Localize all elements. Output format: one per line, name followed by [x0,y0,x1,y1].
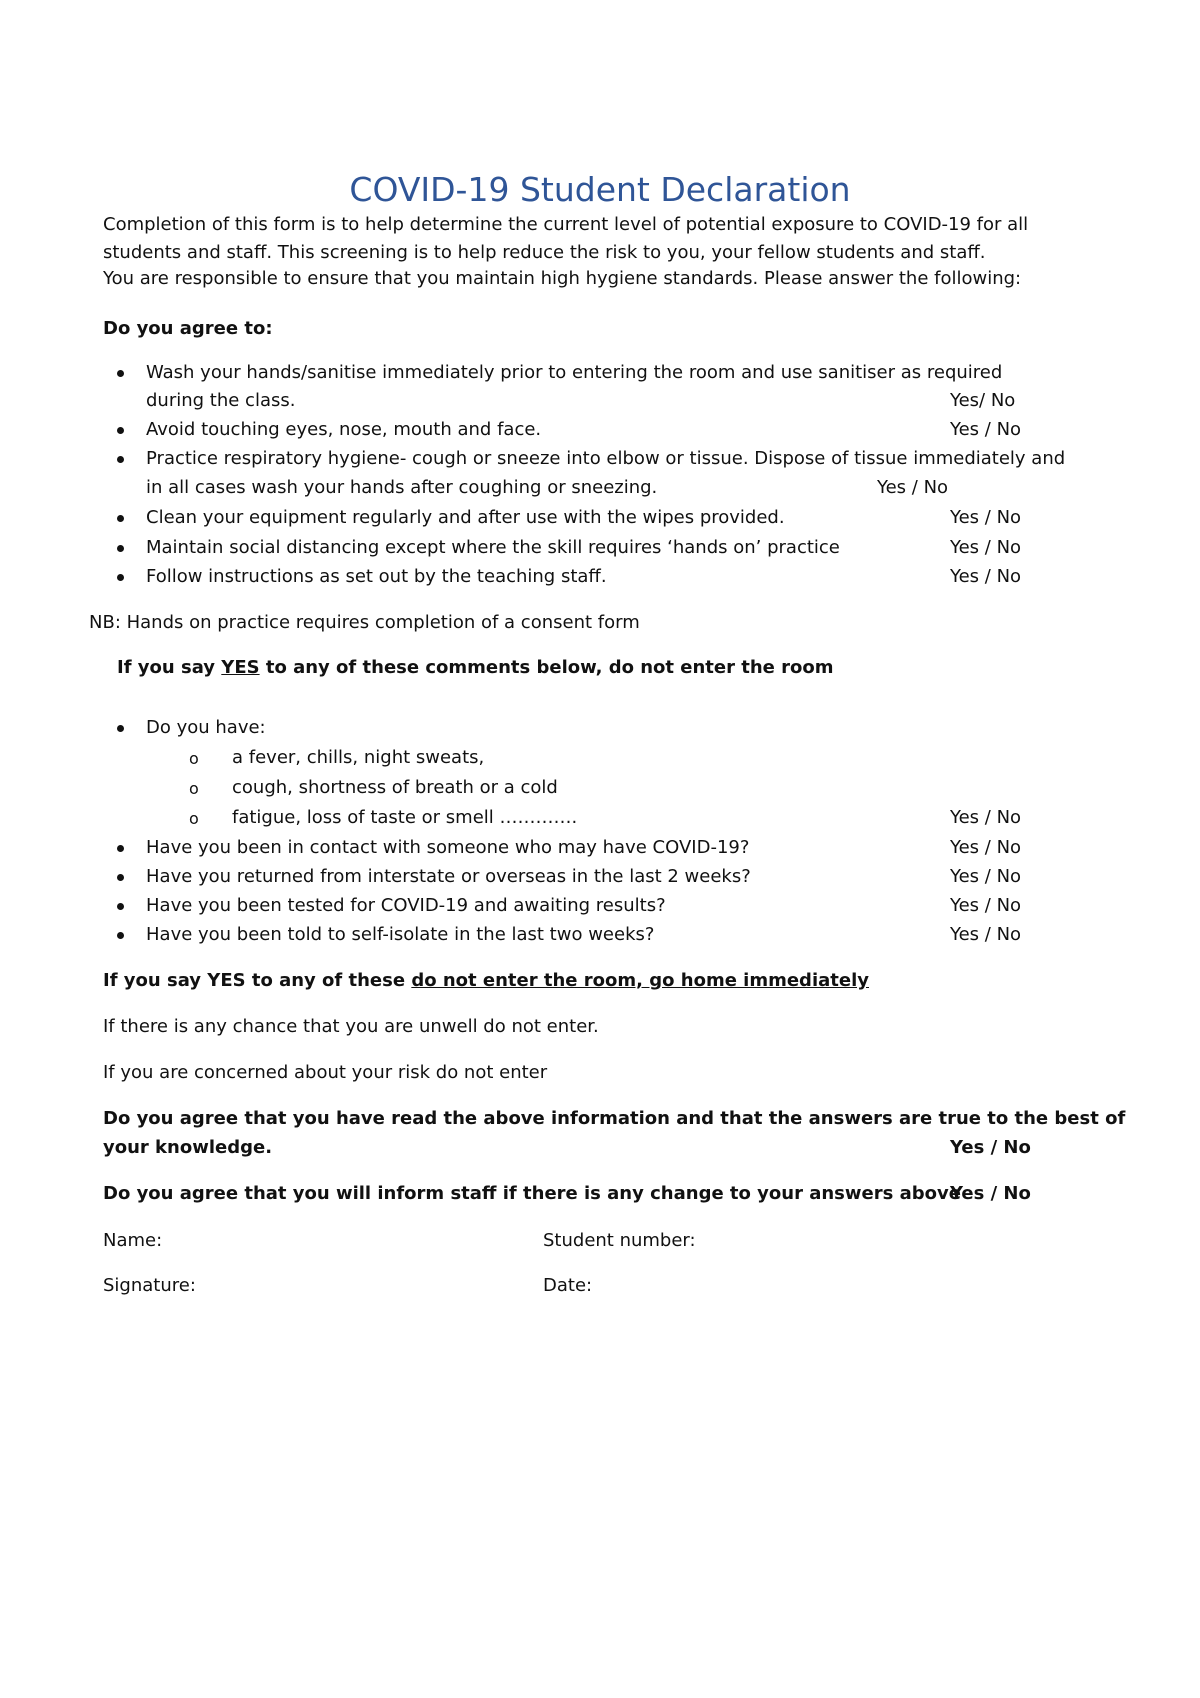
declaration-1-line-1: Do you agree that you have read the above information and that the answers are true to the best of [103,1108,1126,1129]
bullet-icon [117,456,124,463]
agree-item-2: Avoid touching eyes, nose, mouth and face. [146,419,542,440]
bullet-icon [117,845,124,852]
screen-item-3: Have you been tested for COVID-19 and awaiting results? [146,895,666,916]
bullet-icon [117,574,124,581]
bullet-icon [117,903,124,910]
bullet-icon [117,932,124,939]
yes-heading-after: to any of these comments below, do not enter the room [259,657,834,678]
intro-line-1: Completion of this form is to help determine the current level of potential exposure to COVID-19 for all [103,214,1029,235]
bullet-icon [117,427,124,434]
agree-item-1-line-2: during the class. [146,390,296,411]
student-number-field-label[interactable]: Student number: [543,1230,696,1251]
bullet-icon [117,370,124,377]
signature-field-label[interactable]: Signature: [103,1275,196,1296]
declaration-2: Do you agree that you will inform staff if there is any change to your answers above [103,1183,961,1204]
yes-heading [117,657,834,679]
symptom-item-1: a fever, chills, night sweats, [232,747,485,768]
agree-item-6: Follow instructions as set out by the teaching staff. [146,566,607,587]
circle-bullet-icon: o [189,749,199,768]
concern-note: If you are concerned about your risk do not enter [103,1062,548,1083]
agree-item-3-line-1: Practice respiratory hygiene- cough or sneeze into elbow or tissue. Dispose of tissue immediately and [146,448,1066,469]
declaration-1-answer[interactable]: Yes / No [950,1137,1031,1158]
symptom-item-3: fatigue, loss of taste or smell …………. [232,807,578,828]
agree-item-1-answer[interactable]: Yes/ No [950,390,1016,411]
intro-line-3: You are responsible to ensure that you maintain high hygiene standards. Please answer the following: [103,268,1022,289]
agree-item-4-answer[interactable]: Yes / No [950,507,1022,528]
bullet-icon [117,725,124,732]
page-title: COVID-19 Student Declaration [349,170,851,209]
bullet-icon [117,874,124,881]
agree-item-1-line-1: Wash your hands/sanitise immediately prior to entering the room and use sanitiser as required [146,362,1003,383]
screen-item-2-answer[interactable]: Yes / No [950,866,1022,887]
symptoms-answer[interactable]: Yes / No [950,807,1022,828]
agree-item-2-answer[interactable]: Yes / No [950,419,1022,440]
declaration-2-answer[interactable]: Yes / No [950,1183,1031,1204]
intro-line-2: students and staff. This screening is to help reduce the risk to you, your fellow students and staff. [103,242,986,263]
symptom-item-2: cough, shortness of breath or a cold [232,777,558,798]
screen-item-3-answer[interactable]: Yes / No [950,895,1022,916]
bullet-icon [117,515,124,522]
bullet-icon [117,545,124,552]
agree-item-3-answer[interactable]: Yes / No [877,477,949,498]
screen-item-1-answer[interactable]: Yes / No [950,837,1022,858]
nb-note: NB: Hands on practice requires completion of a consent form [89,612,640,633]
agree-item-5: Maintain social distancing except where the skill requires ‘hands on’ practice [146,537,840,558]
screen-item-4-answer[interactable]: Yes / No [950,924,1022,945]
date-field-label[interactable]: Date: [543,1275,593,1296]
circle-bullet-icon: o [189,779,199,798]
agree-item-4: Clean your equipment regularly and after use with the wipes provided. [146,507,785,528]
warning-underlined: do not enter the room, go home immediately [411,970,869,991]
warning-heading [103,970,869,992]
symptoms-question: Do you have: [146,717,266,738]
screen-item-2: Have you returned from interstate or overseas in the last 2 weeks? [146,866,751,887]
declaration-1-line-2: your knowledge. [103,1137,273,1158]
agree-heading: Do you agree to: [103,318,273,339]
screen-item-4: Have you been told to self-isolate in the last two weeks? [146,924,655,945]
unwell-note: If there is any chance that you are unwell do not enter. [103,1016,599,1037]
warning-before: If you say YES to any of these [103,970,412,991]
agree-item-3-line-2: in all cases wash your hands after coughing or sneezing. [146,477,658,498]
name-field-label[interactable]: Name: [103,1230,163,1251]
screen-item-1: Have you been in contact with someone who may have COVID-19? [146,837,750,858]
yes-heading-before: If you say [117,657,222,678]
agree-item-5-answer[interactable]: Yes / No [950,537,1022,558]
yes-heading-yes: YES [221,657,260,678]
circle-bullet-icon: o [189,809,199,828]
agree-item-6-answer[interactable]: Yes / No [950,566,1022,587]
